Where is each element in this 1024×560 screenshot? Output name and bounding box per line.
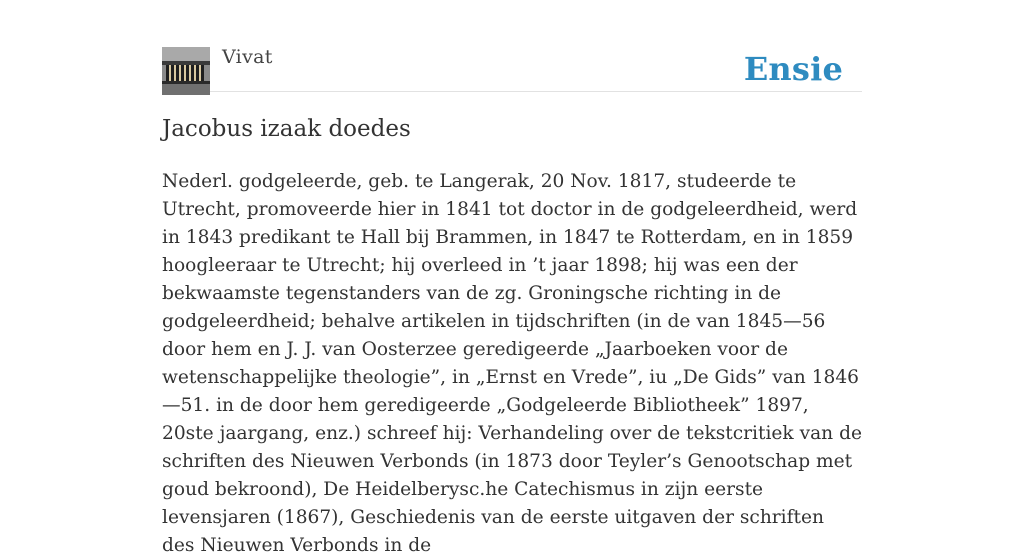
article-page (162, 0, 862, 556)
ensie-logo[interactable]: Ensie (743, 50, 843, 88)
source-name[interactable]: Vivat (222, 46, 273, 68)
article-body: Nederl. godgeleerde, geb. te Langerak, 20 Nov. 1817, studeerde te Utrecht, promoveerde hier in 1841 tot doctor in de godgeleerdheid, werd in 1843 predikant te Hall bij Brammen, in 1847 te Rotterdam, en in 1859 hoogleeraar te Utrecht; hij overleed in ’t jaar 1898; hij was een der bekwaamste tegenstanders van de zg. Groningsche richting in de godgeleerdheid; behalve artikelen in tijdschriften (in de van 1845—56 door hem en J. J. van Oosterzee geredigeerde „Jaarboeken voor de wetenschappelijke theologie”, in „Ernst en Vrede”, iu „De Gids” van 1846—51. in de door hem geredigeerde „Godgeleerde Bibliotheek” 1897, 20ste jaargang, enz.) schreef hij: Verhandeling over de tekstcritiek van de schriften des Nieuwen Verbonds (in 1873 door Teyler’s Genootschap met goud bekroond), De Heidelberysc.he Catechismus in zijn eerste levensjaren (1867), Geschiedenis van de eerste uitgaven der schriften des Nieuwen Verbonds in de (162, 171, 862, 556)
article-header (162, 0, 862, 92)
article-title: Jacobus izaak doedes (162, 116, 411, 142)
bookshelf-avatar-icon[interactable] (162, 47, 210, 95)
